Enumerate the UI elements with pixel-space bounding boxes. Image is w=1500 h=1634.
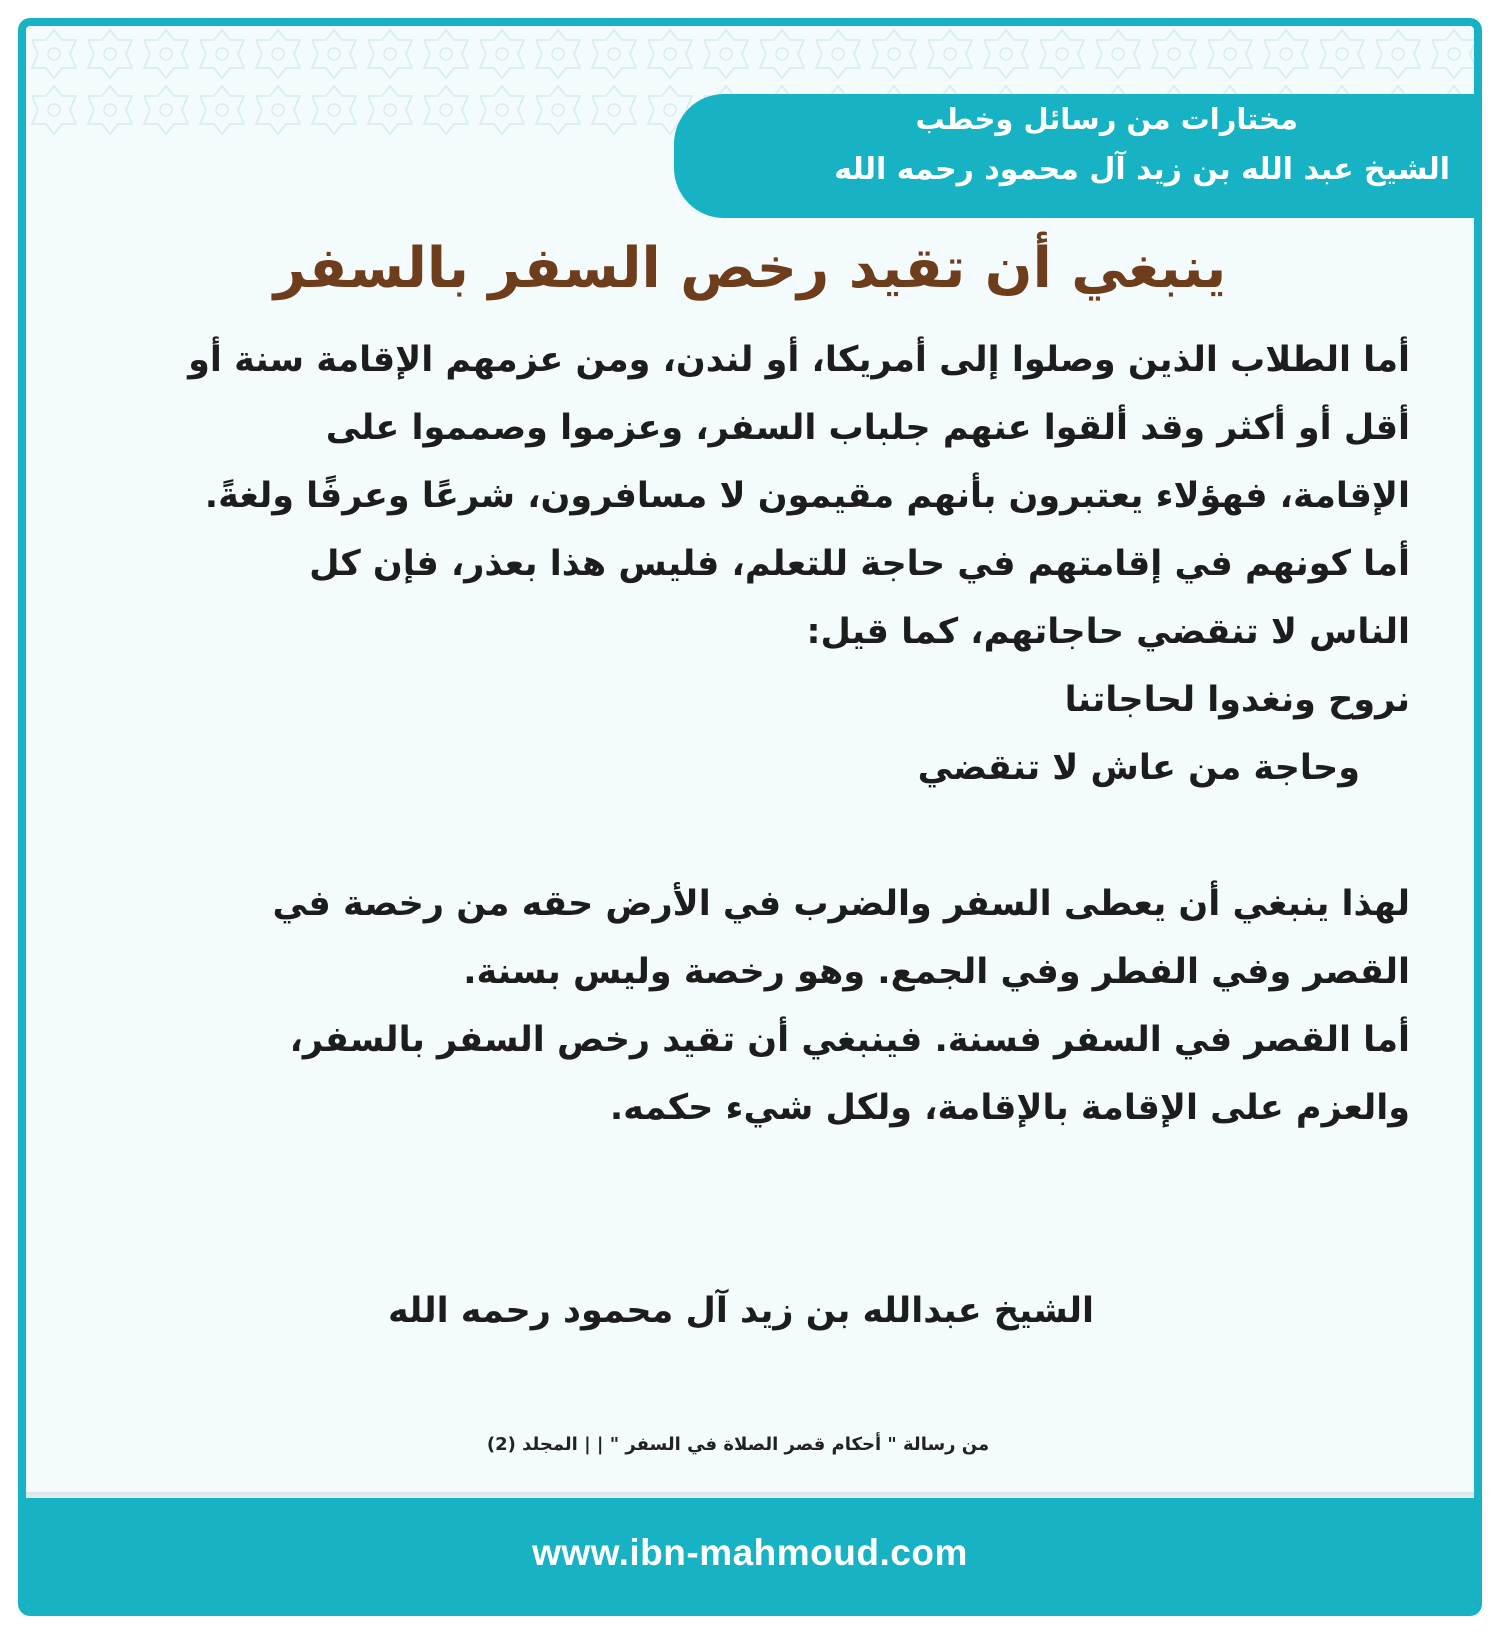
header-collection-title: مختارات من رسائل وخطب	[915, 102, 1298, 136]
article-title: ينبغي أن تقيد رخص السفر بالسفر	[273, 236, 1227, 301]
source-citation: من رسالة " أحكام قصر الصلاة في السفر " | | المجلد (2)	[486, 1434, 990, 1455]
header-banner	[674, 94, 1474, 218]
footer-bar	[26, 1498, 1474, 1608]
paragraph-spacer	[116, 802, 1410, 870]
verse-line-2: وحاجة من عاش لا تنقضي	[917, 748, 1360, 788]
body-line: الإقامة، فهؤلاء يعتبرون بأنهم مقيمون لا مسافرون، شرعًا وعرفًا ولغةً.	[204, 476, 1410, 516]
verse-line-1: نروح ونغدوا لحاجاتنا	[1064, 680, 1410, 720]
body-line: والعزم على الإقامة بالإقامة، ولكل شيء حكمه.	[609, 1088, 1410, 1128]
body-line: لهذا ينبغي أن يعطى السفر والضرب في الأرض حقه من رخصة في	[272, 884, 1410, 924]
article-body	[116, 326, 1410, 1142]
body-line: الناس لا تنقضي حاجاتهم، كما قيل:	[806, 612, 1410, 652]
body-line: القصر وفي الفطر وفي الجمع. وهو رخصة وليس بسنة.	[463, 952, 1410, 992]
header-author: الشيخ عبد الله بن زيد آل محمود رحمه الله	[834, 152, 1450, 187]
body-line: أما كونهم في إقامتهم في حاجة للتعلم، فليس هذا بعذر، فإن كل	[309, 544, 1410, 584]
body-line: أقل أو أكثر وقد ألقوا عنهم جلباب السفر، وعزموا وصمموا على	[325, 408, 1410, 448]
article-card	[18, 18, 1482, 1616]
body-line: أما الطلاب الذين وصلوا إلى أمريكا، أو لندن، ومن عزمهم الإقامة سنة أو	[188, 340, 1410, 380]
author-signature: الشيخ عبدالله بن زيد آل محمود رحمه الله	[387, 1291, 1095, 1331]
website-link[interactable]: www.ibn-mahmoud.com	[532, 1532, 968, 1573]
body-line: أما القصر في السفر فسنة. فينبغي أن تقيد رخص السفر بالسفر،	[289, 1020, 1410, 1060]
